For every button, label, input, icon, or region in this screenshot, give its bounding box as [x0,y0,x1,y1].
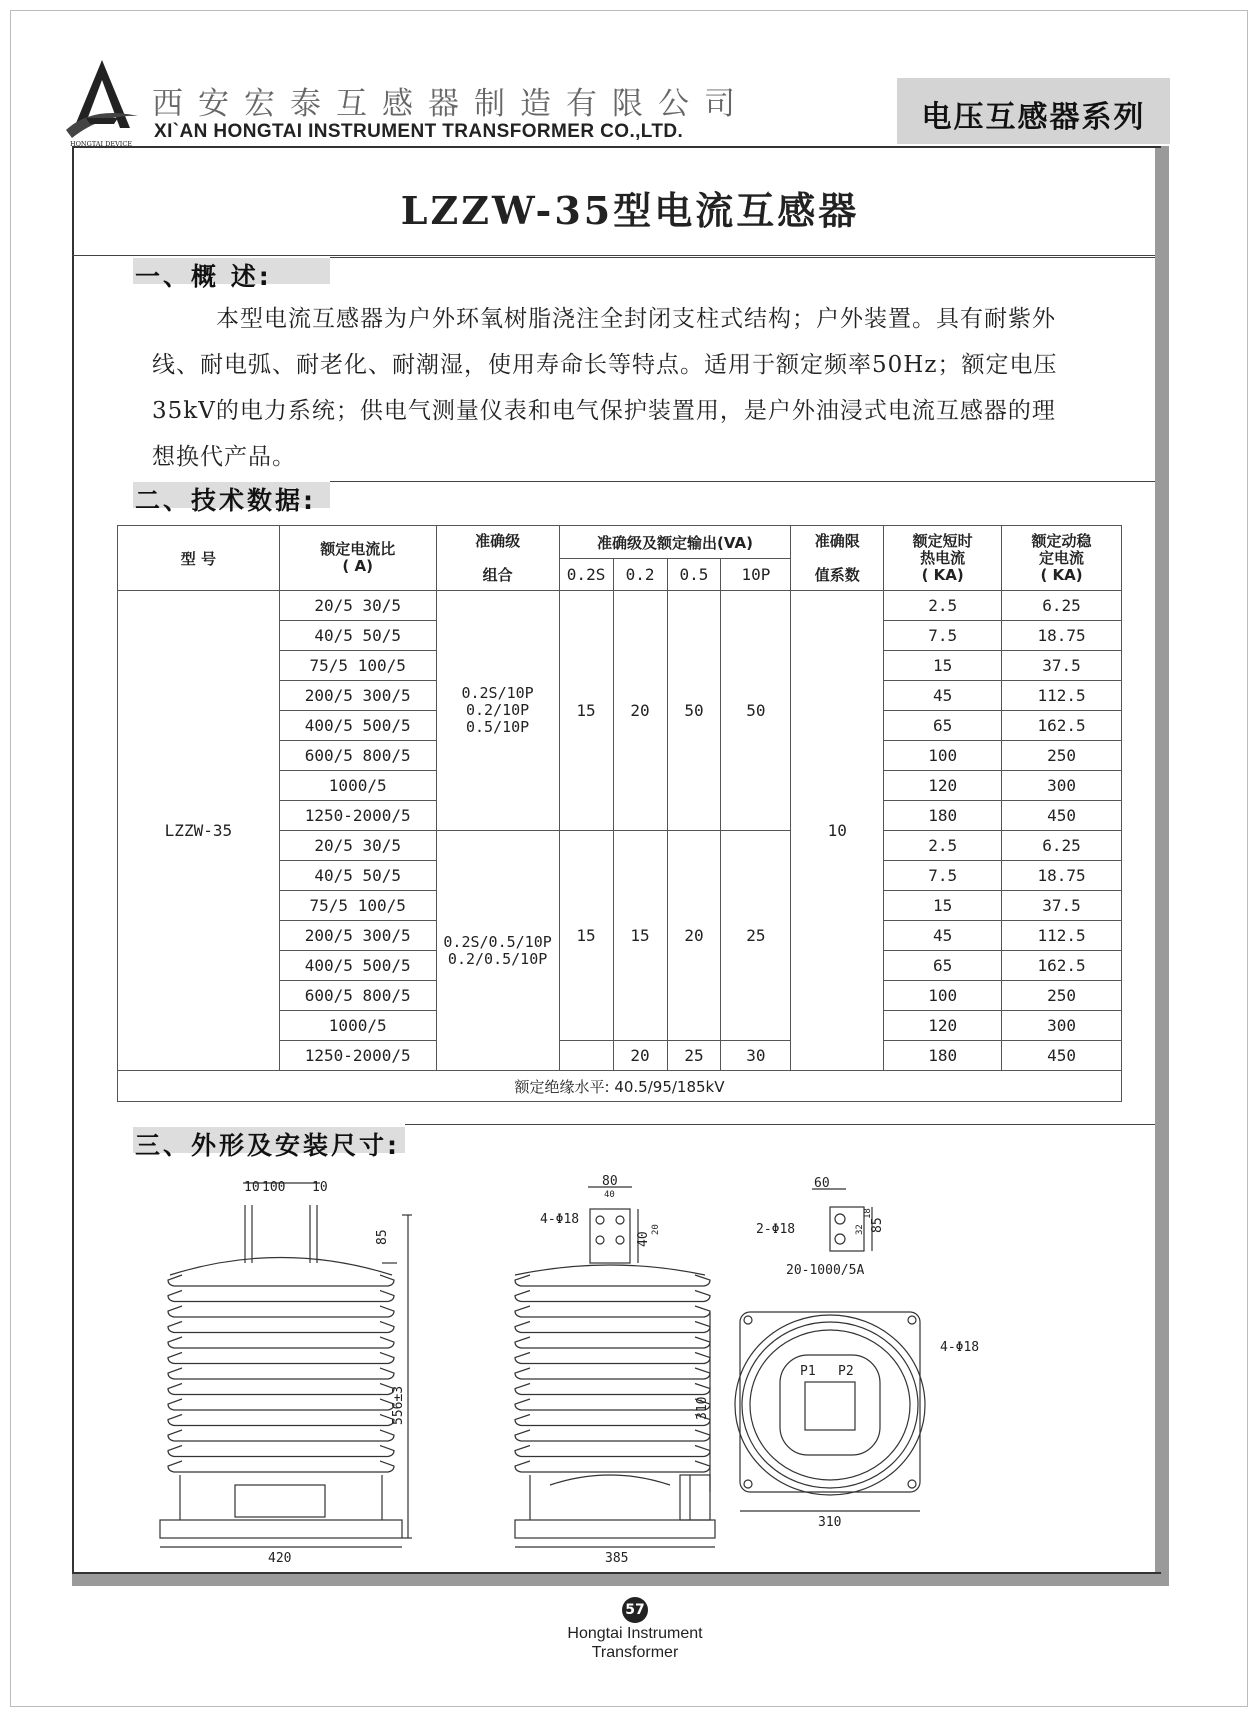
cell-output-g2: 15 [613,831,667,1041]
th-dynamic-1: 额定动稳 [1031,531,1092,550]
dim-front-556: 556±3 [391,1385,406,1425]
insulator-fin [515,1399,710,1410]
th-out-05: 0.5 [667,559,721,591]
dimension-drawings [150,1175,1090,1575]
insulator-fin [515,1430,710,1441]
cell-ratio: 1250-2000/5 [279,1041,436,1071]
cell-output-g2: 25 [721,831,791,1041]
insulation-level: 额定绝缘水平: 40.5/95/185kV [118,1071,1122,1102]
cell-ratio: 1000/5 [279,1011,436,1041]
label-p1: P1 [800,1364,816,1379]
series-label: 电压互感器系列 [921,100,1146,135]
cell-output-g1: 15 [559,591,613,831]
cell-thermal: 120 [884,771,1002,801]
cell-output-g1: 50 [667,591,721,831]
cell-ratio: 600/5 800/5 [279,981,436,1011]
insulator-fin [168,1399,394,1410]
section-3-heading: 三、外形及安装尺寸: [135,1131,400,1160]
cell-limit-factor: 10 [791,591,884,1071]
cell-combo-1 [436,591,559,831]
insulator-fin [168,1384,394,1395]
cell-dynamic: 162.5 [1002,951,1122,981]
insulator-fin [168,1306,394,1317]
dim-top-310v: 310 [695,1396,710,1420]
front-view [160,1180,412,1566]
section-3-rule [405,1124,1155,1125]
cell-output-last [559,1041,613,1071]
table-row [118,591,1122,621]
cell-dynamic: 450 [1002,801,1122,831]
th-acc-label2: 组合 [482,565,513,584]
side-view [515,1175,715,1566]
cell-thermal: 45 [884,681,1002,711]
cell-dynamic: 37.5 [1002,651,1122,681]
insulator-fin [168,1291,394,1302]
cell-ratio: 1250-2000/5 [279,801,436,831]
insulator-fin [168,1337,394,1348]
th-out-02: 0.2 [613,559,667,591]
cell-ratio: 600/5 800/5 [279,741,436,771]
cell-ratio: 1000/5 [279,771,436,801]
dim-side-40: 40 [604,1190,615,1200]
insulator-fin [515,1415,710,1426]
cell-output-last: 25 [667,1041,721,1071]
dim-top-holes4: 4-Φ18 [940,1340,980,1355]
cell-thermal: 65 [884,711,1002,741]
cell-combo-2 [436,831,559,1071]
th-ratio [279,526,436,591]
combo-line: 0.2S/0.5/10P [443,932,552,951]
dim-top-32: 32 [855,1224,865,1235]
dim-front-420: 420 [268,1551,292,1566]
cell-thermal: 100 [884,741,1002,771]
cell-dynamic: 37.5 [1002,891,1122,921]
cell-dynamic: 250 [1002,741,1122,771]
cell-ratio: 400/5 500/5 [279,951,436,981]
cell-ratio: 40/5 50/5 [279,621,436,651]
combo-line: 0.2/0.5/10P [447,949,548,968]
company-name-en: XI`AN HONGTAI INSTRUMENT TRANSFORMER CO.,LTD. [154,121,684,142]
insulator-fin [515,1322,710,1333]
th-ratio-label: 额定电流比 [320,540,396,558]
cell-dynamic: 6.25 [1002,591,1122,621]
footer-line-1: Hongtai Instrument [567,1625,703,1642]
cell-ratio: 400/5 500/5 [279,711,436,741]
combo-line: 0.5/10P [465,718,530,736]
cell-thermal: 2.5 [884,831,1002,861]
cell-thermal: 65 [884,951,1002,981]
cell-output-g2: 15 [559,831,613,1041]
dim-side-40v: 40 [636,1231,651,1247]
th-thermal [884,526,1002,591]
th-thermal-2: 热电流 [920,548,966,567]
company-logo [62,58,140,150]
insulator-fin [168,1415,394,1426]
insulator-fin [515,1275,710,1286]
th-out-02s: 0.2S [559,559,613,591]
th-thermal-3: ( KA) [921,565,964,584]
cell-ratio: 75/5 100/5 [279,891,436,921]
cell-ratio: 200/5 300/5 [279,921,436,951]
cell-dynamic: 300 [1002,771,1122,801]
th-acc-label: 准确级 [475,531,521,550]
insulator-fin [515,1384,710,1395]
section-1-heading: 一、概 述: [135,262,272,291]
th-dynamic-2: 定电流 [1039,548,1085,567]
cell-output-last: 30 [721,1041,791,1071]
insulator-fin [515,1306,710,1317]
dim-front-10b: 10 [312,1180,328,1195]
insulator-fin [168,1461,394,1472]
title-divider [72,255,1155,256]
overview-paragraph [152,296,1072,480]
dim-side-20: 20 [651,1224,661,1235]
dim-top-310h: 310 [818,1515,842,1530]
insulator-fin [515,1368,710,1379]
insulator-fin [515,1353,710,1364]
insulator-fin [515,1291,710,1302]
combo-line: 0.2/10P [465,701,530,719]
cell-output-g2: 20 [667,831,721,1041]
th-ratio-unit: ( A) [342,557,373,575]
frame-shadow-bottom [72,1574,1169,1586]
dim-side-385: 385 [605,1551,629,1566]
cell-dynamic: 18.75 [1002,621,1122,651]
cell-thermal: 7.5 [884,861,1002,891]
insulator-fin [515,1461,710,1472]
page-number: 57 [622,1597,648,1623]
cell-thermal: 45 [884,921,1002,951]
th-accuracy-combo [436,526,559,591]
cell-thermal: 15 [884,651,1002,681]
cell-thermal: 2.5 [884,591,1002,621]
dim-front-85: 85 [375,1229,390,1245]
th-thermal-1: 额定短时 [912,531,973,550]
top-note: 20-1000/5A [786,1263,865,1278]
dim-front-10a: 10 [244,1180,260,1195]
cell-thermal: 180 [884,801,1002,831]
section-2-rule [330,481,1155,482]
insulator-fin [168,1446,394,1457]
label-p2: P2 [838,1364,854,1379]
series-badge [897,78,1170,144]
dim-top-85: 85 [870,1217,885,1233]
top-view [695,1176,979,1530]
dim-top-holes2: 2-Φ18 [756,1222,796,1237]
insulator-fin [168,1353,394,1364]
cell-dynamic: 112.5 [1002,681,1122,711]
cell-thermal: 7.5 [884,621,1002,651]
cell-output-g1: 20 [613,591,667,831]
th-dynamic-3: ( KA) [1040,565,1083,584]
cell-thermal: 100 [884,981,1002,1011]
dim-side-80: 80 [602,1175,618,1189]
cell-dynamic: 300 [1002,1011,1122,1041]
footer-brand [535,1624,735,1662]
cell-thermal: 180 [884,1041,1002,1071]
dim-top-60: 60 [814,1176,830,1191]
cell-output-last: 20 [613,1041,667,1071]
insulator-fin [515,1337,710,1348]
cell-ratio: 75/5 100/5 [279,651,436,681]
dim-side-holes: 4-Φ18 [540,1212,580,1227]
combo-line: 0.2S/10P [461,684,534,702]
cell-dynamic: 450 [1002,1041,1122,1071]
th-limit-factor [791,526,884,591]
insulator-fin [168,1322,394,1333]
cell-thermal: 15 [884,891,1002,921]
cell-dynamic: 162.5 [1002,711,1122,741]
cell-ratio: 40/5 50/5 [279,861,436,891]
th-limit-label2: 值系数 [814,565,860,584]
cell-dynamic: 6.25 [1002,831,1122,861]
insulator-fin [168,1430,394,1441]
footer-line-2: Transformer [591,1644,679,1661]
th-limit-label: 准确限 [814,531,860,550]
th-dynamic [1002,526,1122,591]
insulator-fin [168,1368,394,1379]
tech-data-table [117,525,1122,1102]
cell-model: LZZW-35 [118,591,280,1071]
section-1-rule [330,257,1155,258]
insulator-fin [515,1446,710,1457]
section-2-heading: 二、技术数据: [135,486,316,515]
th-output: 准确级及额定输出(VA) [559,526,791,559]
page-title: LZZW-35型电流互感器 [400,188,860,233]
overview-text: 本型电流互感器为户外环氧树脂浇注全封闭支柱式结构；户外装置。具有耐紫外线、耐电弧、耐老化、耐潮湿，使用寿命长等特点。适用于额定频率50Hz；额定电压35kV的电力系统；供电气测量仪表和电气保护装置用，是户外油浸式电流互感器的理想换代产品。 [152,306,1058,470]
cell-thermal: 120 [884,1011,1002,1041]
cell-ratio: 20/5 30/5 [279,831,436,861]
cell-dynamic: 112.5 [1002,921,1122,951]
cell-ratio: 200/5 300/5 [279,681,436,711]
th-out-10p: 10P [721,559,791,591]
dim-top-18: 18 [863,1208,873,1219]
dim-front-100: 100 [262,1180,286,1195]
th-model: 型 号 [118,526,280,591]
cell-output-g1: 50 [721,591,791,831]
cell-ratio: 20/5 30/5 [279,591,436,621]
logo-text: HONGTAI DEVICE [69,140,133,148]
cell-dynamic: 18.75 [1002,861,1122,891]
company-name-cn: 西安宏泰互感器制造有限公司 [152,86,750,122]
insulator-fin [168,1275,394,1286]
cell-dynamic: 250 [1002,981,1122,1011]
